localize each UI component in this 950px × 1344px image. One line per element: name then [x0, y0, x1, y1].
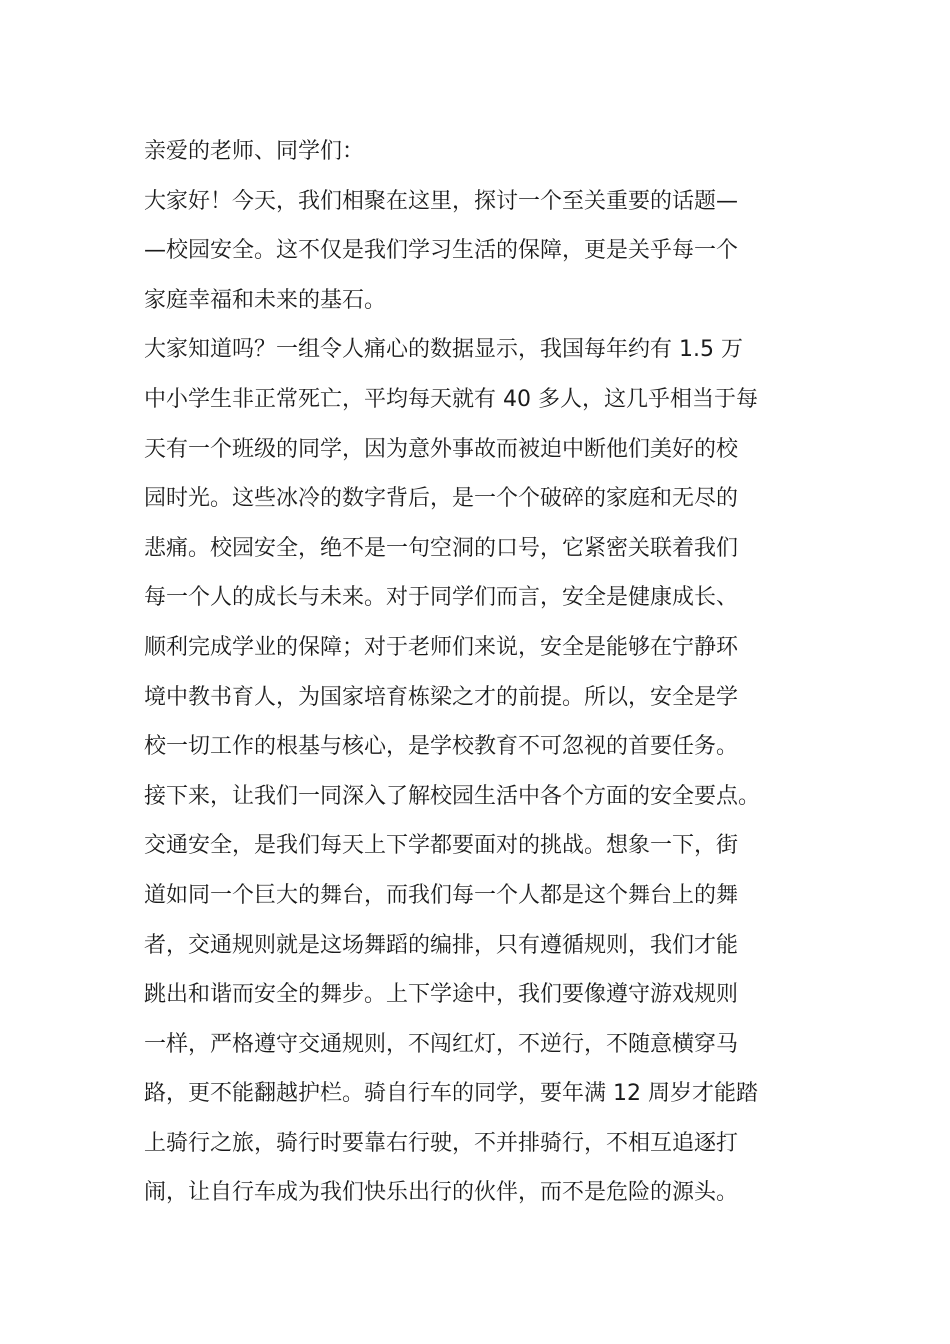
text-line: 上骑行之旅，骑行时要靠右行驶，不并排骑行，不相互追逐打: [144, 1130, 739, 1156]
text-line: 道如同一个巨大的舞台，而我们每一个人都是这个舞台上的舞: [144, 882, 739, 908]
text-line: 中小学生非正常死亡，平均每天就有 40 多人，这几乎相当于每: [144, 386, 758, 412]
text-line: 顺利完成学业的保障；对于老师们来说，安全是能够在宁静环: [144, 634, 739, 660]
text-line: 者，交通规则就是这场舞蹈的编排，只有遵循规则，我们才能: [144, 932, 739, 958]
text-line: 闹，让自行车成为我们快乐出行的伙伴，而不是危险的源头。: [144, 1180, 739, 1206]
text-line: —校园安全。这不仅是我们学习生活的保障，更是关乎每一个: [144, 238, 739, 264]
text-line: 交通安全，是我们每天上下学都要面对的挑战。想象一下，街: [144, 833, 739, 859]
text-line: 路，更不能翻越护栏。骑自行车的同学，要年满 12 周岁才能踏: [144, 1081, 758, 1107]
text-line: 跳出和谐而安全的舞步。上下学途中，我们要像遵守游戏规则: [144, 982, 739, 1008]
text-line: 接下来，让我们一同深入了解校园生活中各个方面的安全要点。: [144, 783, 761, 809]
text-line: 天有一个班级的同学，因为意外事故而被迫中断他们美好的校: [144, 436, 739, 462]
text-line: 大家知道吗？一组令人痛心的数据显示，我国每年约有 1.5 万: [144, 337, 743, 363]
text-line: 悲痛。校园安全，绝不是一句空洞的口号，它紧密关联着我们: [144, 535, 739, 561]
text-line: 境中教书育人，为国家培育栋梁之才的前提。所以，安全是学: [144, 684, 739, 710]
text-line: 家庭幸福和未来的基石。: [144, 287, 387, 313]
text-line: 一样，严格遵守交通规则，不闯红灯，不逆行，不随意横穿马: [144, 1031, 739, 1057]
text-line: 校一切工作的根基与核心，是学校教育不可忽视的首要任务。: [144, 734, 739, 760]
text-line: 大家好！今天，我们相聚在这里，探讨一个至关重要的话题—: [144, 188, 739, 214]
text-line: 每一个人的成长与未来。对于同学们而言，安全是健康成长、: [144, 585, 739, 611]
text-line: 亲爱的老师、同学们：: [144, 139, 365, 164]
document-body: [144, 127, 812, 1218]
text-line: 园时光。这些冰冷的数字背后，是一个个破碎的家庭和无尽的: [144, 486, 739, 512]
